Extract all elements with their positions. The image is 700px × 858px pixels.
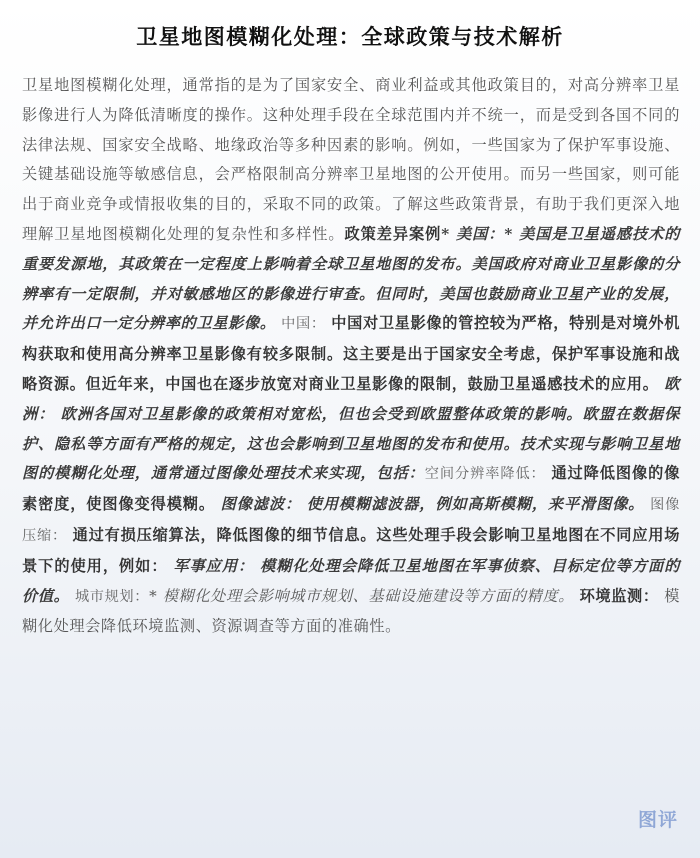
env-label: 环境监测： [579, 586, 659, 605]
watermark-logo: 图评 [637, 809, 678, 831]
tech-heading: 技术实现与影响卫星地图的模糊化处理，通常通过图像处理技术来实现，包括： [22, 434, 681, 483]
filter-text: 使用模糊滤波器，例如高斯模糊，来平滑图像。 [306, 495, 645, 514]
compress-text: 通过有损压缩算法，降低图像的细节信息。这些处理手段会影响卫星地图在不同应用场景下的使用，例如： [22, 525, 680, 575]
intro-paragraph: 卫星地图模糊化处理，通常指的是为了国家安全、商业利益或其他政策目的，对高分辨率卫星影像进行人为降低清晰度的操作。这种处理手段在全球范围内并不统一，而是受到各国不同的法律法规、国家安全战略、地缘政治等多种因素的影响。例如，一些国家为了保护军事设施、关键基础设施等敏感信息，会严格限制高分辨率卫星地图的公开使用。而另一些国家，则可能出于商业竞争或情报收集的目的，采取不同的政策。了解这些政策背景，有助于我们更深入地理解卫星地图模糊化处理的复杂性和多样性。 [22, 76, 680, 243]
policy-heading: 政策差异案例 [344, 224, 442, 243]
compress-label: 图像压缩： [22, 497, 680, 544]
eu-text: 欧洲各国对卫星影像的政策相对宽松，但也会受到欧盟整体政策的影响。欧盟在数据保护、隐私等方面有严格的规定，这也会影响到卫星地图的发布和使用。 [22, 404, 681, 453]
china-text: 中国对卫星影像的管控较为严格，特别是对境外机构获取和使用高分辨率卫星影像有较多限制。这主要是出于国家安全考虑，保护军事设施和战略资源。但近年来，中国也在逐步放宽对商业卫星影像的限制，鼓励卫星遥感技术的应用。 [22, 314, 680, 393]
eu-label: 欧洲： [22, 374, 680, 423]
military-label: 军事应用： [173, 556, 255, 575]
usa-label: * 美国： [441, 224, 505, 243]
env-text: 模糊化处理会降低环境监测、资源调查等方面的准确性。 [22, 586, 680, 636]
urban-text: * 模糊化处理会影响城市规划、基础设施建设等方面的精度。 [149, 586, 575, 605]
military-text: 模糊化处理会降低卫星地图在军事侦察、目标定位等方面的价值。 [22, 556, 680, 605]
spatial-label: 空间分辨率降低： [424, 466, 546, 483]
page-title: 卫星地图模糊化处理：全球政策与技术解析 [136, 25, 564, 49]
spatial-text: 通过降低图像的像素密度，使图像变得模糊。 [22, 464, 680, 514]
urban-label: 城市规划： [74, 588, 150, 605]
usa-text: * 美国是卫星遥感技术的重要发源地，其政策在一定程度上影响着全球卫星地图的发布。美国政府对商业卫星影像的分辨率有一定限制，并对敏感地区的影像进行审查。但同时，美国也鼓励商业卫星产业的发展，并允许出口一定分辨率的卫星影像。 [22, 224, 681, 333]
article-body [22, 71, 680, 642]
china-label: 中国： [281, 316, 326, 333]
filter-label: 图像滤波： [220, 495, 302, 514]
